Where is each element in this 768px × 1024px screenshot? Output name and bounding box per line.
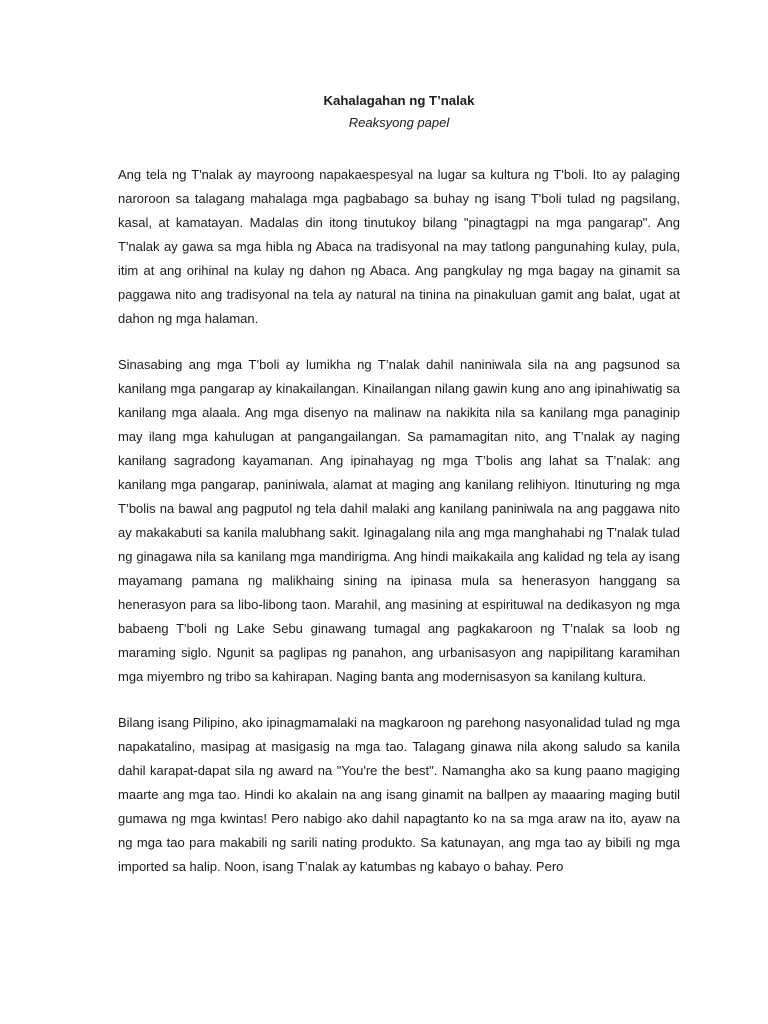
paragraph-1: Ang tela ng T'nalak ay mayroong napakaespesyal na lugar sa kultura ng T'boli. Ito ay palaging naroroon sa talagang mahalaga mga pagbabago sa buhay ng isang T'boli tulad ng pagsilang, kasal, at kamatayan. Madalas din itong tinutukoy bilang "pinagtagpi na mga pangarap". Ang T'nalak ay gawa sa mga hibla ng Abaca na tradisyonal na may tatlong pangunahing kulay, pula, itim at ang orihinal na kulay ng dahon ng Abaca. Ang pangkulay ng mga bagay na ginamit sa paggawa nito ang tradisyonal na tela ay natural na tinina na pinakuluan gamit ang balat, ugat at dahon ng mga halaman. <box>118 167 680 326</box>
paragraph-2: Sinasabing ang mga T’boli ay lumikha ng T’nalak dahil naniniwala sila na ang pagsunod sa kanilang mga pangarap ay kinakailangan. Kinailangan nilang gawin kung ano ang ipinahiwatig sa kanilang mga alaala. Ang mga disenyo na malinaw na nakikita nila sa kanilang mga panaginip may ilang mga kahulugan at pangangailangan. Sa pamamagitan nito, ang T’nalak ay naging kanilang sagradong kayamanan. Ang ipinahayag ng mga T’bolis ang lahat sa T’nalak: ang kanilang mga pangarap, paniniwala, alamat at maging ang kanilang relihiyon. Itinuturing ng mga T’bolis na bawal ang pagputol ng tela dahil malaki ang kanilang paniniwala na ang paggawa nito ay makakabuti sa kanila malubhang sakit. Iginagalang nila ang mga manghahabi ng T'nalak tulad ng ginagawa nila sa kanilang mga mandirigma. Ang hindi maikakaila ang kalidad ng tela ay isang mayamang pamana ng malikhaing sining na ipinasa mula sa henerasyon hanggang sa henerasyon para sa libo-libong taon. Marahil, ang masining at espirituwal na dedikasyon ng mga babaeng T'boli ng Lake Sebu ginawang tumagal ang pagkakaroon ng T’nalak sa loob ng maraming siglo. Ngunit sa paglipas ng panahon, ang urbanisasyon ang napipilitang karamihan mga miyembro ng tribo sa kahirapan. Naging banta ang modernisasyon sa kanilang kultura. <box>118 357 680 684</box>
paragraph-3: Bilang isang Pilipino, ako ipinagmamalaki na magkaroon ng parehong nasyonalidad tulad ng mga napakatalino, masipag at masigasig na mga tao. Talagang ginawa nila akong saludo sa kanila dahil karapat-dapat sila ng award na "You're the best". Namangha ako sa kung paano magiging maarte ang mga tao. Hindi ko akalain na ang isang ginamit na ballpen ay maaaring maging butil gumawa ng mga kwintas! Pero nabigo ako dahil napagtanto ko na sa mga araw na ito, ayaw na ng mga tao para makabili ng sarili nating produkto. Sa katunayan, ang mga tao ay bibili ng mga imported sa halip. Noon, isang T’nalak ay katumbas ng kabayo o bahay. Pero <box>118 715 680 874</box>
document-title: Kahalagahan ng T’nalak <box>323 93 475 108</box>
document-subtitle: Reaksyong papel <box>348 115 450 130</box>
